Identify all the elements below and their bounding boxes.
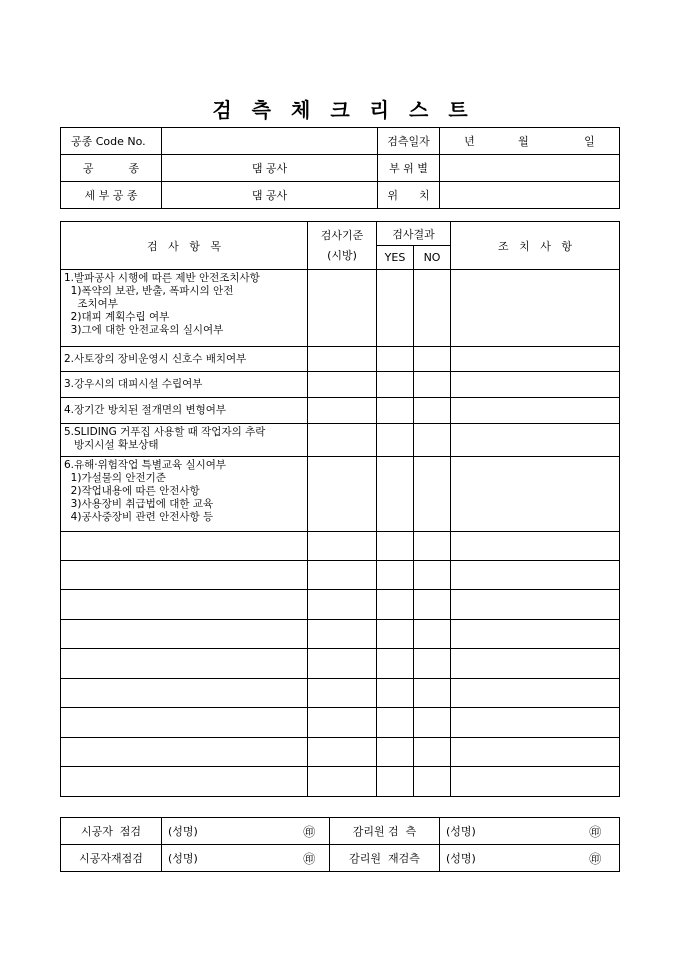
item-cell[interactable]: [61, 767, 308, 797]
work-type-value[interactable]: 댐 공사: [162, 155, 378, 182]
contractor-reinspection-label: 시공자재점검: [61, 845, 162, 872]
standard-cell[interactable]: [308, 532, 377, 561]
no-checkbox-cell[interactable]: [414, 561, 451, 590]
item-cell[interactable]: [61, 708, 308, 738]
no-checkbox-cell[interactable]: [414, 738, 451, 767]
item-line: 1.발파공사 시행에 따른 제반 안전조치사항: [64, 272, 260, 284]
inspection-date-value[interactable]: [440, 128, 620, 155]
empty-row: [61, 532, 620, 561]
item-cell[interactable]: [61, 679, 308, 708]
standard-cell[interactable]: [308, 457, 377, 532]
standard-cell[interactable]: [308, 767, 377, 797]
location-value[interactable]: [440, 182, 620, 209]
empty-row: [61, 590, 620, 620]
item-line: 2)작업내용에 따른 안전사항: [64, 485, 200, 497]
no-checkbox-cell[interactable]: [414, 424, 451, 457]
yes-checkbox-cell[interactable]: [377, 767, 414, 797]
inspection-date-label: 검측일자: [378, 128, 440, 155]
part-value[interactable]: [440, 155, 620, 182]
work-type-label: 공 종: [61, 155, 162, 182]
yes-checkbox-cell[interactable]: [377, 372, 414, 398]
empty-row: [61, 738, 620, 767]
checklist-table: [60, 221, 620, 797]
yes-checkbox-cell[interactable]: [377, 424, 414, 457]
seal-icon: ㊞: [572, 845, 620, 872]
no-checkbox-cell[interactable]: [414, 398, 451, 424]
standard-cell[interactable]: [308, 347, 377, 372]
empty-row: [61, 708, 620, 738]
action-cell[interactable]: [451, 457, 620, 532]
checklist-item: [61, 398, 308, 424]
no-checkbox-cell[interactable]: [414, 708, 451, 738]
action-cell[interactable]: [451, 372, 620, 398]
empty-row: [61, 620, 620, 649]
yes-checkbox-cell[interactable]: [377, 347, 414, 372]
standard-column-header: [308, 222, 377, 270]
yes-column-header: YES: [377, 246, 414, 270]
item-line: 4)공사중장비 관련 안전사항 등: [64, 511, 214, 523]
title-char: 측: [251, 98, 271, 122]
no-checkbox-cell[interactable]: [414, 620, 451, 649]
item-line: 3)그에 대한 안전교육의 실시여부: [64, 324, 224, 336]
header-row: [61, 182, 620, 209]
yes-checkbox-cell[interactable]: [377, 590, 414, 620]
item-line: 5.SLIDING 거푸집 사용할 때 작업자의 추락: [64, 426, 266, 438]
item-line: 조치여부: [64, 298, 118, 310]
item-line: 2)대피 계획수립 여부: [64, 311, 170, 323]
yes-checkbox-cell[interactable]: [377, 620, 414, 649]
action-cell[interactable]: [451, 424, 620, 457]
no-checkbox-cell[interactable]: [414, 767, 451, 797]
item-line: 1)가설물의 안전기준: [64, 472, 166, 484]
work-code-label: 공종 Code No.: [61, 128, 162, 155]
standard-cell[interactable]: [308, 561, 377, 590]
title-char: 트: [448, 98, 468, 122]
action-cell[interactable]: [451, 590, 620, 620]
title-char: 체: [291, 98, 311, 122]
action-cell[interactable]: [451, 679, 620, 708]
contractor-inspection-label: 시공자 점검: [61, 818, 162, 845]
contractor-reinspection-name-field[interactable]: (성명): [162, 845, 290, 872]
no-checkbox-cell[interactable]: [414, 347, 451, 372]
yes-checkbox-cell[interactable]: [377, 649, 414, 679]
action-cell[interactable]: [451, 398, 620, 424]
supervisor-name-field[interactable]: (성명): [440, 818, 572, 845]
signature-row: [61, 845, 620, 872]
item-line: 4.장기간 방치된 절개면의 변형여부: [64, 404, 227, 416]
no-column-header: NO: [414, 246, 451, 270]
checklist-item: [61, 347, 308, 372]
standard-header-line2: (시방): [327, 248, 357, 262]
sub-work-type-value[interactable]: 댐 공사: [162, 182, 378, 209]
standard-cell[interactable]: [308, 398, 377, 424]
yes-checkbox-cell[interactable]: [377, 708, 414, 738]
item-column-header: 검 사 항 목: [61, 222, 308, 270]
action-cell[interactable]: [451, 708, 620, 738]
checklist-item: [61, 270, 308, 347]
action-cell[interactable]: [451, 561, 620, 590]
checklist-item: [61, 424, 308, 457]
signature-row: [61, 818, 620, 845]
checklist-item: [61, 457, 308, 532]
yes-checkbox-cell[interactable]: [377, 679, 414, 708]
item-line: 6.유해·위험작업 특별교육 실시여부: [64, 459, 227, 471]
signature-table: [60, 817, 620, 872]
standard-cell[interactable]: [308, 649, 377, 679]
supervisor-inspection-label: 감리원 검 측: [330, 818, 440, 845]
empty-row: [61, 679, 620, 708]
no-checkbox-cell[interactable]: [414, 457, 451, 532]
yes-checkbox-cell[interactable]: [377, 561, 414, 590]
item-line: 3.강우시의 대피시설 수립여부: [64, 378, 203, 390]
item-line: 3)사용장비 취급법에 대한 교육: [64, 498, 214, 510]
action-cell[interactable]: [451, 532, 620, 561]
no-checkbox-cell[interactable]: [414, 532, 451, 561]
sub-work-type-label: 세 부 공 종: [61, 182, 162, 209]
header-row: [61, 128, 620, 155]
seal-icon: ㊞: [290, 818, 330, 845]
action-cell[interactable]: [451, 270, 620, 347]
no-checkbox-cell[interactable]: [414, 372, 451, 398]
action-column-header: 조 치 사 항: [451, 222, 620, 270]
table-row: [61, 270, 620, 347]
no-checkbox-cell[interactable]: [414, 590, 451, 620]
table-row: [61, 347, 620, 372]
day-label: 일: [584, 135, 595, 148]
title-char: 크: [330, 98, 350, 122]
month-label: 월: [518, 135, 529, 148]
empty-row: [61, 561, 620, 590]
action-cell[interactable]: [451, 767, 620, 797]
standard-cell[interactable]: [308, 424, 377, 457]
standard-cell[interactable]: [308, 738, 377, 767]
standard-cell[interactable]: [308, 590, 377, 620]
document-title: [0, 94, 680, 123]
result-column-header: 검사결과: [377, 222, 451, 246]
standard-cell[interactable]: [308, 620, 377, 649]
contractor-name-field[interactable]: (성명): [162, 818, 290, 845]
seal-icon: ㊞: [572, 818, 620, 845]
title-char: 리: [369, 98, 389, 122]
empty-row: [61, 767, 620, 797]
column-header-row: [61, 222, 620, 246]
item-line: 1)폭약의 보관, 반출, 폭파시의 안전: [64, 285, 234, 297]
item-cell[interactable]: [61, 561, 308, 590]
supervisor-reinspection-name-field[interactable]: (성명): [440, 845, 572, 872]
part-label: 부 위 별: [378, 155, 440, 182]
action-cell[interactable]: [451, 620, 620, 649]
empty-row: [61, 649, 620, 679]
yes-checkbox-cell[interactable]: [377, 532, 414, 561]
header-table: [60, 127, 620, 209]
table-row: [61, 372, 620, 398]
location-label: 위 치: [378, 182, 440, 209]
item-line: 방지시설 확보상태: [64, 439, 159, 451]
table-row: [61, 424, 620, 457]
table-row: [61, 398, 620, 424]
checklist-item: [61, 372, 308, 398]
no-checkbox-cell[interactable]: [414, 270, 451, 347]
year-label: 년: [464, 135, 475, 148]
action-cell[interactable]: [451, 649, 620, 679]
action-cell[interactable]: [451, 738, 620, 767]
standard-cell[interactable]: [308, 270, 377, 347]
item-cell[interactable]: [61, 620, 308, 649]
yes-checkbox-cell[interactable]: [377, 457, 414, 532]
action-cell[interactable]: [451, 347, 620, 372]
item-line: 2.사토장의 장비운영시 신호수 배치여부: [64, 352, 247, 365]
standard-cell[interactable]: [308, 679, 377, 708]
seal-icon: ㊞: [290, 845, 330, 872]
header-row: [61, 155, 620, 182]
item-cell[interactable]: [61, 590, 308, 620]
work-code-value[interactable]: [162, 128, 378, 155]
item-cell[interactable]: [61, 738, 308, 767]
standard-cell[interactable]: [308, 708, 377, 738]
supervisor-reinspection-label: 감리원 재검측: [330, 845, 440, 872]
item-cell[interactable]: [61, 649, 308, 679]
no-checkbox-cell[interactable]: [414, 649, 451, 679]
standard-cell[interactable]: [308, 372, 377, 398]
standard-header-line1: 검사기준: [320, 228, 364, 242]
title-char: 검: [212, 98, 232, 122]
yes-checkbox-cell[interactable]: [377, 270, 414, 347]
yes-checkbox-cell[interactable]: [377, 738, 414, 767]
no-checkbox-cell[interactable]: [414, 679, 451, 708]
title-char: 스: [408, 98, 429, 122]
table-row: [61, 457, 620, 532]
yes-checkbox-cell[interactable]: [377, 398, 414, 424]
item-cell[interactable]: [61, 532, 308, 561]
